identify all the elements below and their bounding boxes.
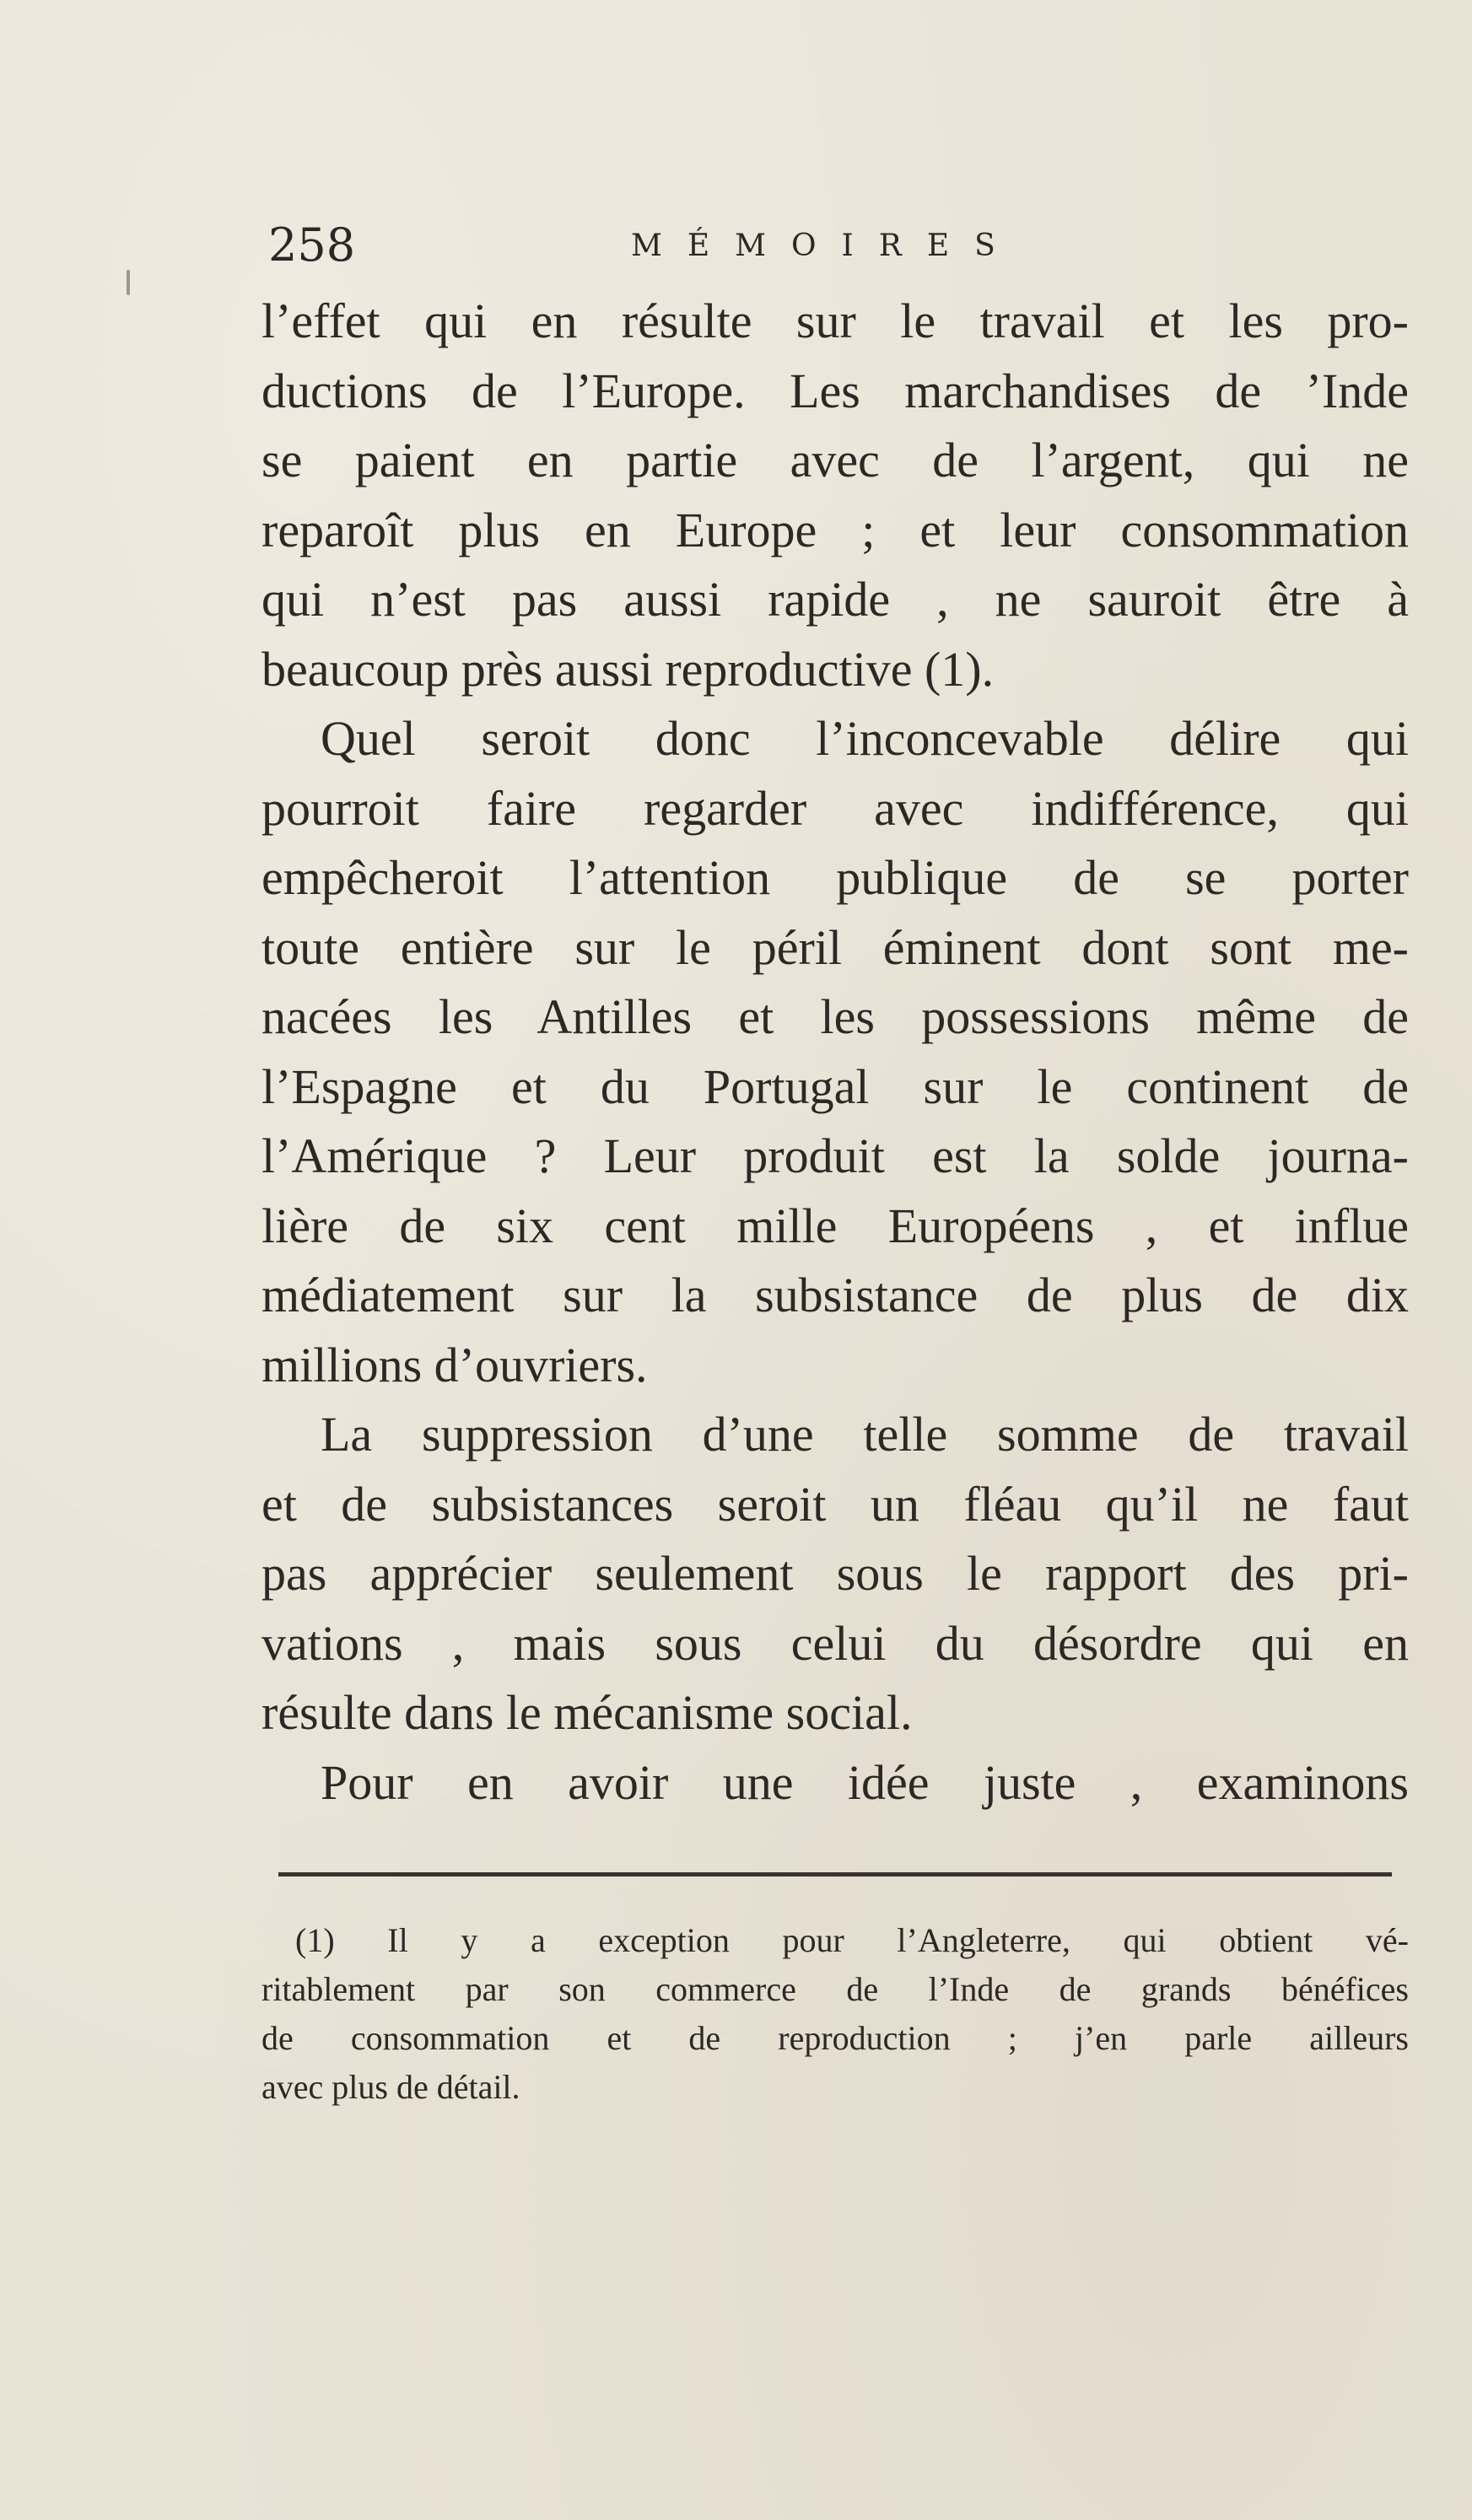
- text-line: l’Amérique ? Leur produit est la solde journa-: [262, 1128, 1409, 1183]
- footnote: [262, 1916, 1409, 2112]
- running-title: MÉMOIRES: [631, 229, 1021, 263]
- text-line: beaucoup près aussi reproductive (1).: [262, 641, 995, 697]
- footnote-rule: [278, 1872, 1392, 1877]
- text-line: se paient en partie avec de l’argent, qui ne: [262, 433, 1409, 487]
- footnote-line: de consommation et de reproduction ; j’en parle ailleurs: [262, 2019, 1409, 2057]
- footnote-line: (1) Il y a exception pour l’Angleterre, qui obtient vé-: [295, 1921, 1409, 1959]
- text-line: lière de six cent mille Européens , et influe: [262, 1198, 1409, 1253]
- page-number: 258: [268, 218, 356, 272]
- text-line: résulte dans le mécanisme social.: [262, 1685, 913, 1740]
- paragraph-start-line: La suppression d’une telle somme de travail: [321, 1407, 1409, 1462]
- text-line: ductions de l’Europe. Les marchandises de ’Inde: [262, 363, 1409, 418]
- footnote-line: avec plus de détail.: [262, 2068, 520, 2106]
- text-line: toute entière sur le péril éminent dont sont me-: [262, 919, 1409, 975]
- text-line: et de subsistances seroit un fléau qu’il ne faut: [262, 1476, 1409, 1532]
- text-line: pas apprécier seulement sous le rapport des pri-: [262, 1546, 1409, 1601]
- footnote-line: ritablement par son commerce de l’Inde de grands bénéfices: [262, 1970, 1409, 2008]
- text-line: l’effet qui en résulte sur le travail et les pro-: [262, 293, 1409, 348]
- text-line: l’Espagne et du Portugal sur le continent de: [262, 1058, 1409, 1114]
- paragraph-start-line: Pour en avoir une idée juste , examinons: [321, 1754, 1409, 1810]
- running-head: [268, 216, 1407, 275]
- body-text: [262, 287, 1409, 1817]
- paragraph-start-line: Quel seroit donc l’inconcevable délire qui: [321, 711, 1409, 766]
- text-line: pourroit faire regarder avec indifférence, qui: [262, 780, 1409, 836]
- text-line: médiatement sur la subsistance de plus de dix: [262, 1268, 1409, 1322]
- text-line: reparoît plus en Europe ; et leur consommation: [262, 502, 1409, 557]
- margin-mark: [127, 270, 130, 295]
- text-line: empêcheroit l’attention publique de se porter: [262, 850, 1409, 905]
- text-line: qui n’est pas aussi rapide , ne sauroit être à: [262, 572, 1409, 627]
- text-line: millions d’ouvriers.: [262, 1337, 648, 1392]
- text-line: nacées les Antilles et les possessions même de: [262, 989, 1409, 1044]
- text-line: vations , mais sous celui du désordre qui en: [262, 1615, 1409, 1671]
